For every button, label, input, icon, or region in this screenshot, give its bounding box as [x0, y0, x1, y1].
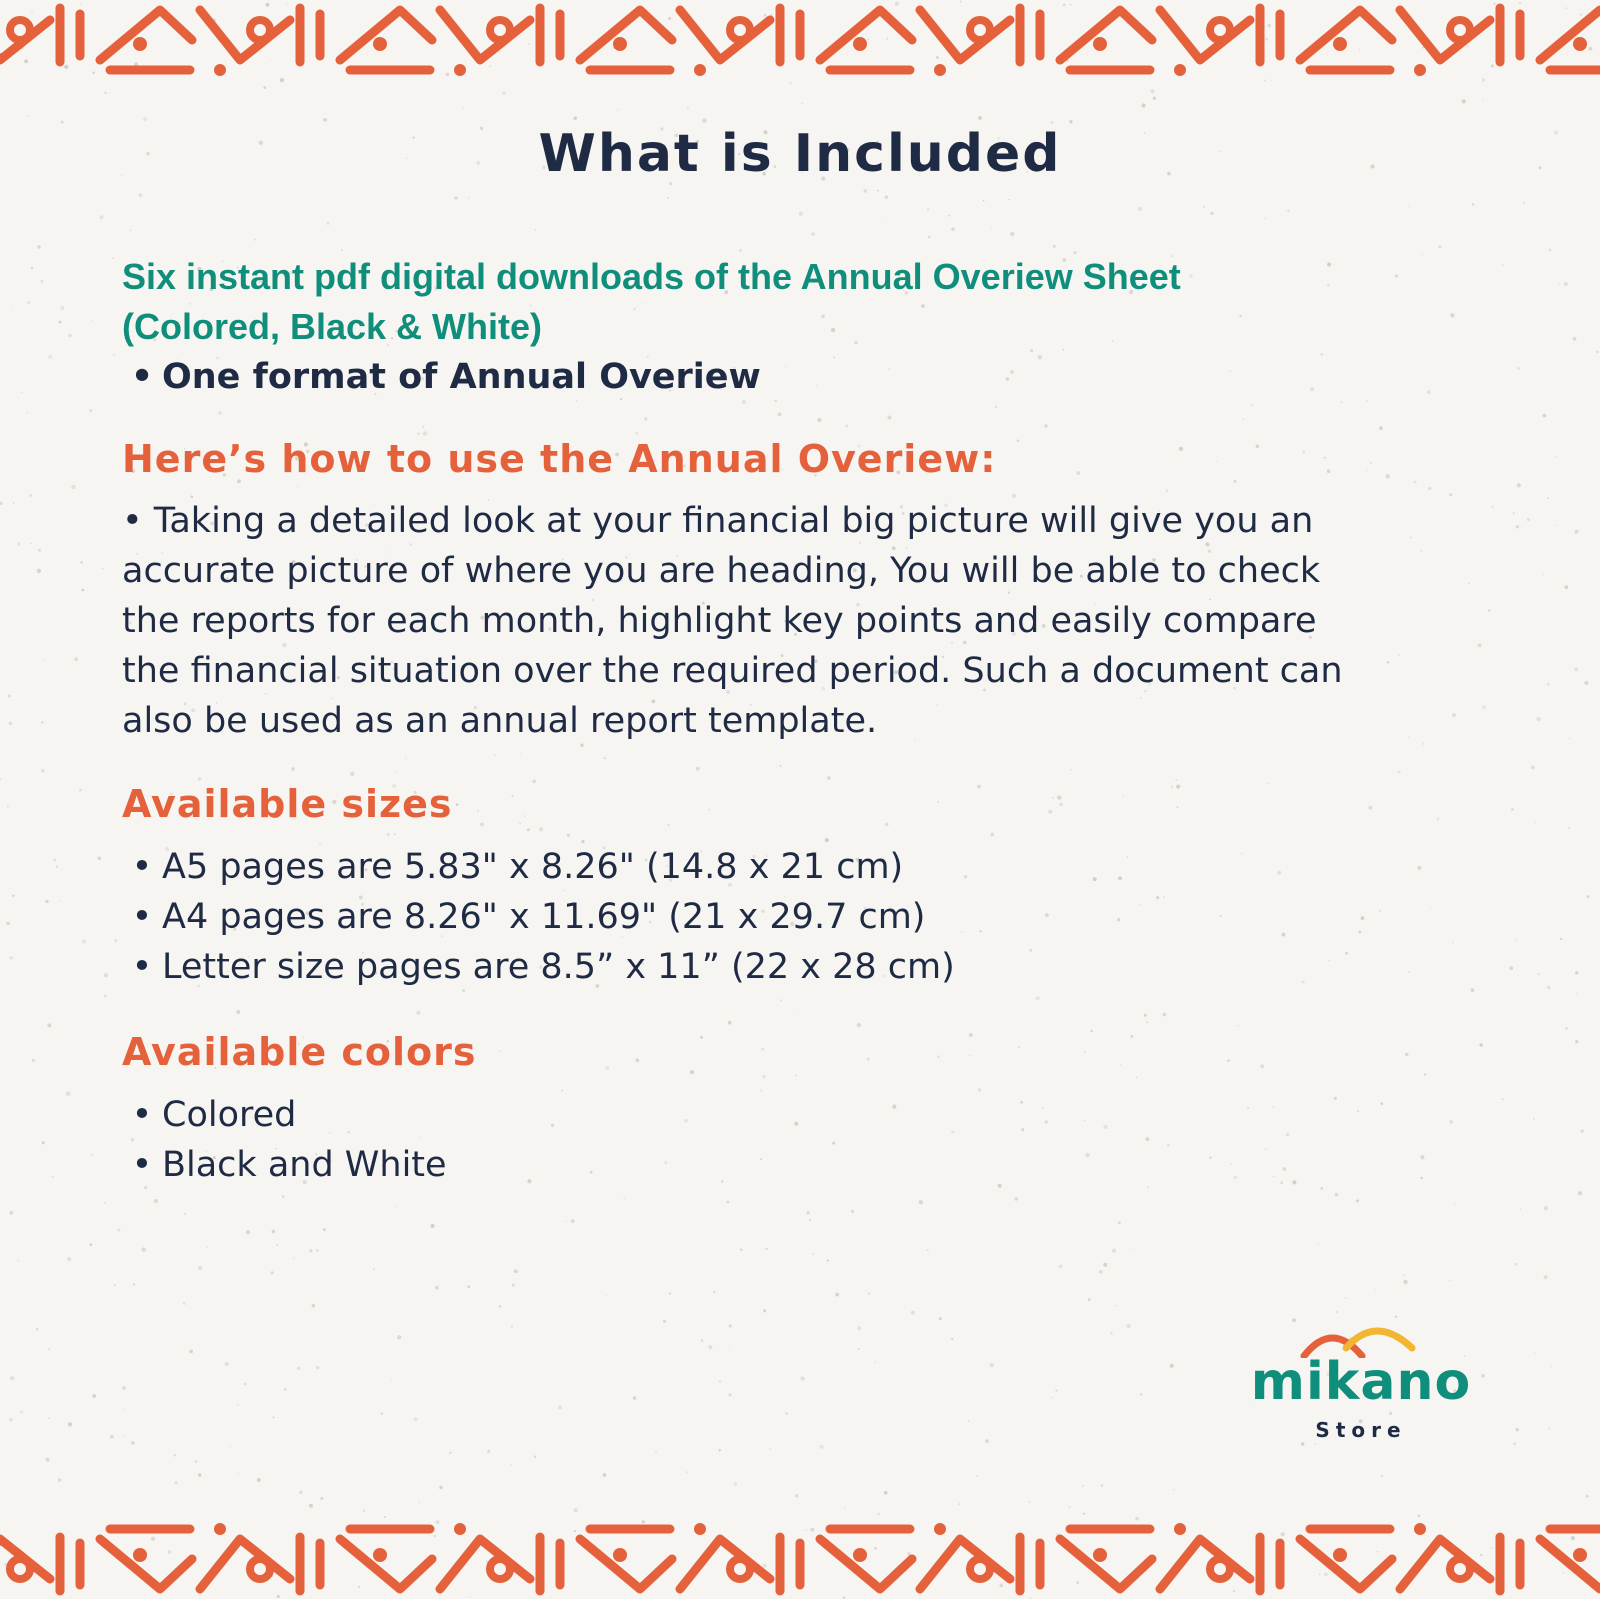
usage-line: accurate picture of where you are heading, You will be able to check: [122, 551, 1321, 591]
list-item: • Black and White: [122, 1140, 1482, 1190]
brand-logo: [1236, 1318, 1486, 1448]
list-item: • Colored: [122, 1090, 1482, 1140]
sizes-list: [122, 842, 1482, 992]
bullet-dot-icon: •: [131, 1095, 153, 1135]
list-item: • A5 pages are 5.83" x 8.26" (14.8 x 21 cm): [122, 842, 1482, 892]
list-item: • A4 pages are 8.26" x 11.69" (21 x 29.7 cm): [122, 892, 1482, 942]
logo-wordmark: mikano: [1250, 1352, 1472, 1412]
usage-line: the financial situation over the required period. Such a document can: [122, 651, 1343, 691]
colors-heading: Available colors: [122, 1030, 477, 1074]
usage-heading: Here’s how to use the Annual Overiew:: [122, 437, 997, 481]
logo-subtitle: Store: [1315, 1418, 1407, 1442]
usage-paragraph: [122, 496, 1482, 746]
sizes-heading: Available sizes: [122, 782, 453, 826]
usage-line: the reports for each month, highlight key points and easily compare: [122, 601, 1317, 641]
bullet-dot-icon: •: [131, 897, 153, 937]
list-item: • Letter size pages are 8.5” x 11” (22 x 28 cm): [122, 942, 1482, 992]
bullet-dot-icon: •: [130, 357, 154, 397]
colors-list: [122, 1090, 1482, 1190]
bullet-dot-icon: •: [131, 947, 153, 987]
lead-line-1: Six instant pdf digital downloads of the Annual Overiew Sheet: [122, 256, 1181, 297]
lead-section: [122, 252, 1482, 402]
lead-bullet: • One format of Annual Overiew: [122, 352, 1482, 402]
lead-line-2: (Colored, Black & White): [122, 306, 543, 347]
tribal-pattern-top-icon: [0, 0, 1600, 80]
usage-line: also be used as an annual report template.: [122, 701, 878, 741]
page-title: What is Included: [538, 124, 1062, 184]
bullet-dot-icon: •: [131, 1145, 153, 1185]
usage-line: • Taking a detailed look at your financial big picture will give you an: [122, 501, 1314, 541]
bullet-dot-icon: •: [131, 847, 153, 887]
tribal-pattern-bottom-icon: [0, 1519, 1600, 1599]
